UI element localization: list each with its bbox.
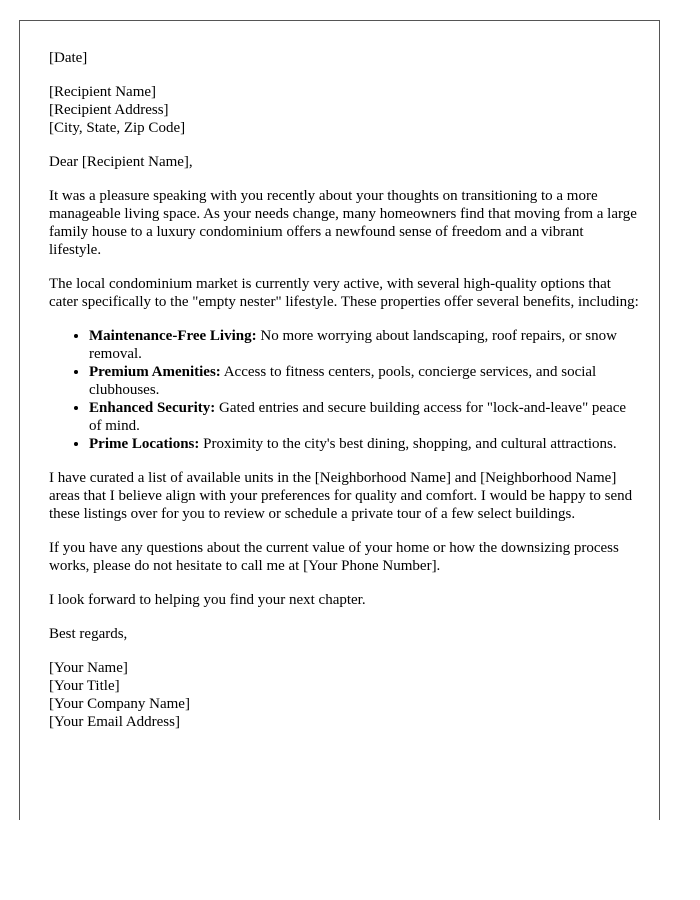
- sender-block: [49, 659, 639, 731]
- recipient-block: [49, 83, 639, 137]
- benefit-label: Premium Amenities:: [89, 364, 221, 380]
- list-item: [89, 435, 639, 453]
- paragraph-questions: If you have any questions about the current value of your home or how the downsizing process works, please do not hesitate to call me at [Your Phone Number].: [49, 540, 619, 574]
- benefit-text: No more worrying about landscaping, roof repairs, or snow removal.: [89, 328, 617, 362]
- benefits-list: [49, 327, 639, 453]
- paragraph-market: The local condominium market is currently very active, with several high-quality options that cater specifically to the "empty nester" lifestyle. These properties offer several benefits, including:: [49, 276, 639, 310]
- list-item: [89, 399, 639, 435]
- benefit-text: Gated entries and secure building access for "lock-and-leave" peace of mind.: [89, 400, 627, 434]
- sender-title: [Your Title]: [49, 678, 120, 694]
- benefit-label: Prime Locations:: [89, 436, 200, 452]
- salutation: Dear [Recipient Name],: [49, 154, 193, 170]
- paragraph-intro: It was a pleasure speaking with you recently about your thoughts on transitioning to a more manageable living space. As your needs change, many homeowners find that moving from a large family house to a luxury condominium offers a newfound sense of freedom and a vibrant lifestyle.: [49, 188, 637, 258]
- recipient-name: [Recipient Name]: [49, 84, 157, 100]
- benefit-label: Enhanced Security:: [89, 400, 216, 416]
- sender-email: [Your Email Address]: [49, 714, 180, 730]
- letter-date: [Date]: [49, 50, 88, 66]
- letter-page: [19, 20, 660, 820]
- benefit-text: Proximity to the city's best dining, shopping, and cultural attractions.: [199, 436, 617, 452]
- list-item: [89, 327, 639, 363]
- sender-company: [Your Company Name]: [49, 696, 190, 712]
- letter-body: [49, 49, 639, 731]
- paragraph-closing: I look forward to helping you find your next chapter.: [49, 592, 366, 608]
- sender-name: [Your Name]: [49, 660, 128, 676]
- list-item: [89, 363, 639, 399]
- recipient-city-state-zip: [City, State, Zip Code]: [49, 120, 186, 136]
- benefit-text: Access to fitness centers, pools, concierge services, and social clubhouses.: [89, 364, 597, 398]
- paragraph-listings: I have curated a list of available units in the [Neighborhood Name] and [Neighborhood Name] areas that I believe align with your preferences for quality and comfort. I would be happy to send these listings over for you to review or schedule a private tour of a few select buildings.: [49, 470, 633, 522]
- recipient-address: [Recipient Address]: [49, 102, 169, 118]
- signoff: Best regards,: [49, 626, 128, 642]
- benefit-label: Maintenance-Free Living:: [89, 328, 257, 344]
